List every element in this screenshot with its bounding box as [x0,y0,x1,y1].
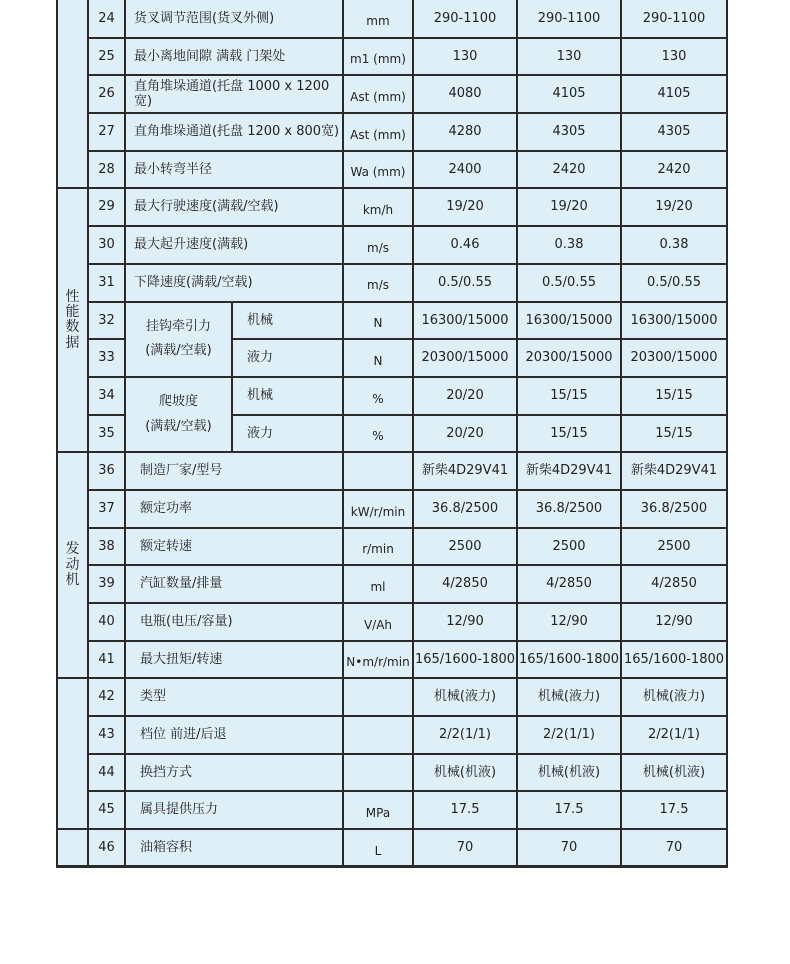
row-number: 45 [88,791,125,829]
value-cell: 70 [517,829,621,867]
value-cell: 12/90 [621,603,727,641]
row-number: 34 [88,377,125,415]
value-cell: 15/15 [621,377,727,415]
group-label-drawbar-pull [125,302,232,377]
value-cell: 290-1100 [621,0,727,38]
sub-parameter: 机械 [232,302,343,340]
category-cell-top [57,0,88,188]
value-cell: 2500 [517,528,621,566]
value-cell: 12/90 [413,603,517,641]
value-cell: 2400 [413,151,517,189]
row-number: 28 [88,151,125,189]
parameter-name: 最大扭矩/转速 [125,641,343,679]
row-number: 32 [88,302,125,340]
table-row [57,791,727,829]
unit-cell [343,716,413,754]
value-cell: 16300/15000 [517,302,621,340]
row-number: 30 [88,226,125,264]
parameter-name: 换挡方式 [125,754,343,792]
table-row [57,377,727,415]
value-cell: 4305 [621,113,727,151]
value-cell: 4/2850 [413,565,517,603]
row-number: 39 [88,565,125,603]
unit-cell: N•m/r/min [343,641,413,679]
value-cell: 15/15 [517,377,621,415]
table-row [57,75,727,113]
sub-parameter: 液力 [232,415,343,453]
unit-cell: km/h [343,188,413,226]
category-label: 发动机 [65,541,80,588]
row-number: 46 [88,829,125,867]
group-label-line1: 爬坡度 [158,393,198,409]
row-number: 38 [88,528,125,566]
table-row [57,754,727,792]
unit-cell: N [343,302,413,340]
unit-cell: N [343,339,413,377]
unit-cell: m1 (mm) [343,38,413,76]
value-cell: 机械(液力) [621,678,727,716]
value-cell: 36.8/2500 [621,490,727,528]
value-cell: 4105 [621,75,727,113]
value-cell: 130 [413,38,517,76]
row-number: 36 [88,452,125,490]
row-number: 42 [88,678,125,716]
value-cell: 165/1600-1800 [517,641,621,679]
parameter-name: 最大起升速度(满载) [125,226,343,264]
value-cell: 165/1600-1800 [413,641,517,679]
value-cell: 0.5/0.55 [517,264,621,302]
unit-cell: mm [343,0,413,38]
parameter-name: 属具提供压力 [125,791,343,829]
category-cell-transmission [57,678,88,829]
parameter-name: 档位 前进/后退 [125,716,343,754]
unit-cell: % [343,377,413,415]
value-cell: 2500 [621,528,727,566]
table-row [57,151,727,189]
value-cell: 2500 [413,528,517,566]
value-cell: 2/2(1/1) [413,716,517,754]
value-cell: 36.8/2500 [517,490,621,528]
unit-cell: m/s [343,264,413,302]
sub-parameter: 液力 [232,339,343,377]
table-row [57,565,727,603]
value-cell: 16300/15000 [413,302,517,340]
value-cell: 新柴4D29V41 [413,452,517,490]
row-number: 27 [88,113,125,151]
value-cell: 4080 [413,75,517,113]
group-label-line1: 挂钩牵引力 [145,318,211,334]
unit-cell [343,754,413,792]
row-number: 40 [88,603,125,641]
parameter-name: 油箱容积 [125,829,343,867]
value-cell: 15/15 [517,415,621,453]
value-cell: 70 [413,829,517,867]
unit-cell: V/Ah [343,603,413,641]
parameter-name: 最小离地间隙 满载 门架处 [125,38,343,76]
value-cell: 17.5 [517,791,621,829]
parameter-name: 直角堆垛通道(托盘 1000 x 1200宽) [125,75,343,113]
table-row [57,0,727,38]
unit-cell [343,452,413,490]
parameter-name: 下降速度(满载/空载) [125,264,343,302]
value-cell: 20/20 [413,377,517,415]
unit-cell: % [343,415,413,453]
unit-cell: MPa [343,791,413,829]
value-cell: 2420 [517,151,621,189]
value-cell: 4280 [413,113,517,151]
value-cell: 20/20 [413,415,517,453]
row-number: 44 [88,754,125,792]
row-number: 29 [88,188,125,226]
value-cell: 20300/15000 [413,339,517,377]
value-cell: 17.5 [621,791,727,829]
table-row [57,603,727,641]
row-number: 25 [88,38,125,76]
unit-cell: ml [343,565,413,603]
table-row [57,641,727,679]
value-cell: 165/1600-1800 [621,641,727,679]
row-number: 37 [88,490,125,528]
value-cell: 4/2850 [621,565,727,603]
table-row [57,678,727,716]
table-row [57,226,727,264]
category-engine [57,452,88,678]
value-cell: 19/20 [413,188,517,226]
parameter-name: 最小转弯半径 [125,151,343,189]
value-cell: 20300/15000 [621,339,727,377]
category-cell-fuel [57,829,88,867]
value-cell: 19/20 [517,188,621,226]
unit-cell: Ast (mm) [343,113,413,151]
value-cell: 0.46 [413,226,517,264]
value-cell: 36.8/2500 [413,490,517,528]
value-cell: 290-1100 [413,0,517,38]
value-cell: 2/2(1/1) [621,716,727,754]
value-cell: 0.38 [621,226,727,264]
unit-cell: m/s [343,226,413,264]
row-number: 35 [88,415,125,453]
parameter-name: 电瓶(电压/容量) [125,603,343,641]
parameter-name: 汽缸数量/排量 [125,565,343,603]
unit-cell [343,678,413,716]
row-number: 41 [88,641,125,679]
value-cell: 新柴4D29V41 [621,452,727,490]
table-row [57,38,727,76]
parameter-name: 制造厂家/型号 [125,452,343,490]
table-row [57,188,727,226]
unit-cell: L [343,829,413,867]
value-cell: 19/20 [621,188,727,226]
value-cell: 17.5 [413,791,517,829]
category-label: 性能数据 [65,288,80,351]
row-number: 43 [88,716,125,754]
value-cell: 0.5/0.55 [621,264,727,302]
value-cell: 15/15 [621,415,727,453]
value-cell: 机械(机液) [413,754,517,792]
row-number: 26 [88,75,125,113]
spec-table [56,0,728,868]
table-row [57,302,727,340]
category-performance [57,188,88,452]
value-cell: 机械(液力) [413,678,517,716]
value-cell: 机械(机液) [621,754,727,792]
value-cell: 2/2(1/1) [517,716,621,754]
parameter-name: 额定转速 [125,528,343,566]
value-cell: 4/2850 [517,565,621,603]
value-cell: 16300/15000 [621,302,727,340]
value-cell: 机械(液力) [517,678,621,716]
table-row [57,528,727,566]
parameter-name: 货叉调节范围(货叉外侧) [125,0,343,38]
table-row [57,264,727,302]
value-cell: 2420 [621,151,727,189]
value-cell: 130 [517,38,621,76]
unit-cell: kW/r/min [343,490,413,528]
value-cell: 20300/15000 [517,339,621,377]
row-number: 33 [88,339,125,377]
table-row [57,829,727,867]
value-cell: 0.5/0.55 [413,264,517,302]
unit-cell: Ast (mm) [343,75,413,113]
group-label-line2: (满载/空载) [145,343,212,359]
table-row [57,113,727,151]
value-cell: 70 [621,829,727,867]
unit-cell: Wa (mm) [343,151,413,189]
sub-parameter: 机械 [232,377,343,415]
parameter-name: 类型 [125,678,343,716]
parameter-name: 最大行驶速度(满载/空载) [125,188,343,226]
group-label-gradeability [125,377,232,452]
value-cell: 4105 [517,75,621,113]
value-cell: 0.38 [517,226,621,264]
row-number: 24 [88,0,125,38]
value-cell: 290-1100 [517,0,621,38]
table-row [57,490,727,528]
group-label-line2: (满载/空载) [145,418,212,434]
parameter-name: 直角堆垛通道(托盘 1200 x 800宽) [125,113,343,151]
value-cell: 机械(机液) [517,754,621,792]
value-cell: 新柴4D29V41 [517,452,621,490]
unit-cell: r/min [343,528,413,566]
table-row [57,452,727,490]
table-row [57,716,727,754]
value-cell: 130 [621,38,727,76]
value-cell: 4305 [517,113,621,151]
parameter-name: 额定功率 [125,490,343,528]
value-cell: 12/90 [517,603,621,641]
row-number: 31 [88,264,125,302]
